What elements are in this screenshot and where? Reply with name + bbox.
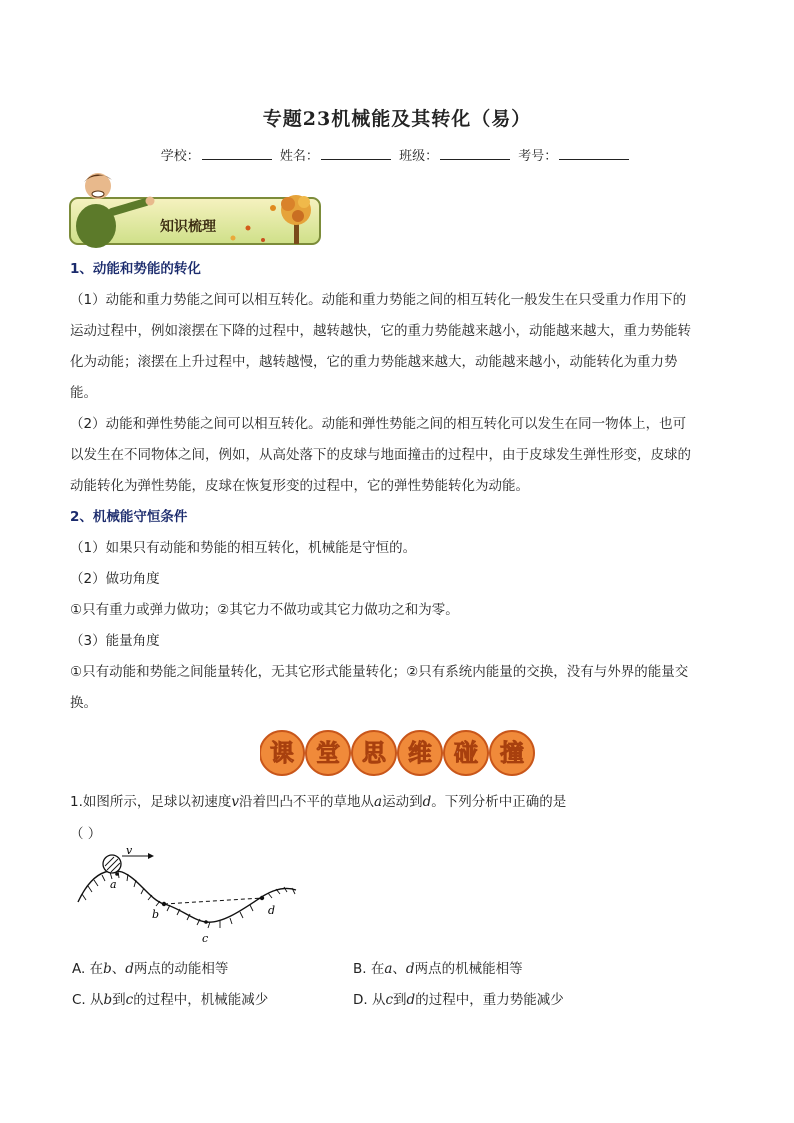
option-d-mid: 到 bbox=[393, 992, 407, 1008]
option-d-pre: D. 从 bbox=[353, 992, 386, 1008]
section1-heading: 1、动能和势能的转化 bbox=[70, 261, 201, 277]
header-char: 撞 bbox=[500, 739, 524, 767]
option-b[interactable] bbox=[353, 957, 523, 977]
knowledge-banner-illustration bbox=[68, 168, 330, 248]
label-a: a bbox=[110, 878, 117, 891]
school-label: 学校： bbox=[160, 149, 200, 164]
option-b-v1: a bbox=[384, 961, 393, 977]
q1-var-v: v bbox=[231, 794, 240, 810]
section1-p2-line-2: 以发生在不同物体之间，例如，从高处落下的皮球与地面撞击的过程中，由于皮球发生弹性形变，皮球的 bbox=[70, 447, 691, 463]
section1-p1-line-3: 化为动能；滚摆在上升过程中，越转越慢，它的重力势能越来越大，动能越来越小，动能转化为重力势 bbox=[70, 354, 678, 370]
option-c-mid: 到 bbox=[112, 992, 126, 1008]
section2-line-5: ①只有动能和势能之间能量转化，无其它形式能量转化；②只有系统内能量的交换，没有与外界的能量交 bbox=[70, 664, 689, 680]
question-1-stem bbox=[70, 790, 566, 810]
q1-text-d: 。下列分析中正确的是 bbox=[431, 794, 567, 810]
option-b-pre: B. 在 bbox=[353, 961, 385, 977]
header-char: 维 bbox=[408, 739, 432, 767]
q1-text-c: 运动到 bbox=[382, 794, 423, 810]
option-a-pre: A. 在 bbox=[72, 961, 104, 977]
label-d: d bbox=[268, 904, 276, 917]
section1-p2-line-1: （2）动能和弹性势能之间可以相互转化。动能和弹性势能之间的相互转化可以发生在同一物体上，也可 bbox=[70, 416, 687, 432]
section2-line-4: （3）能量角度 bbox=[70, 633, 160, 649]
option-b-mid: 、 bbox=[392, 961, 406, 977]
option-d-v2: d bbox=[406, 992, 416, 1008]
student-info-line bbox=[0, 145, 794, 164]
section2-line-1: （1）如果只有动能和势能的相互转化，机械能是守恒的。 bbox=[70, 540, 417, 556]
q1-text-b: 沿着凹凸不平的草地从 bbox=[239, 794, 375, 810]
classroom-header-graphic bbox=[260, 728, 540, 778]
number-label: 考号： bbox=[518, 149, 558, 164]
label-v: v bbox=[126, 844, 133, 857]
banner-label: 知识梳理 bbox=[160, 219, 216, 235]
terrain-figure bbox=[72, 842, 312, 950]
number-blank bbox=[559, 147, 629, 160]
class-label: 班级： bbox=[399, 149, 439, 164]
option-d-v1: c bbox=[385, 992, 394, 1008]
section1-p1-line-4: 能。 bbox=[70, 385, 97, 401]
section1-p1-line-1: （1）动能和重力势能之间可以相互转化。动能和重力势能之间的相互转化一般发生在只受重力作用下的 bbox=[70, 292, 687, 308]
option-b-v2: d bbox=[405, 961, 415, 977]
option-a-v2: d bbox=[125, 961, 134, 977]
section1-block bbox=[70, 254, 724, 719]
name-label: 姓名： bbox=[279, 149, 319, 164]
option-c-v2: c bbox=[125, 992, 134, 1008]
option-a-mid: 、 bbox=[111, 961, 126, 977]
ball-icon bbox=[103, 855, 121, 873]
section1-p2-line-3: 动能转化为弹性势能，皮球在恢复形变的过程中，它的弹性势能转化为动能。 bbox=[70, 478, 529, 494]
label-b: b bbox=[152, 908, 160, 921]
section2-heading: 2、机械能守恒条件 bbox=[70, 509, 188, 525]
header-char: 堂 bbox=[316, 739, 340, 767]
option-d[interactable] bbox=[353, 988, 564, 1008]
header-char: 课 bbox=[270, 739, 294, 767]
q1-text-a: 1.如图所示，足球以初速度 bbox=[70, 794, 232, 810]
section2-line-2: （2）做功角度 bbox=[70, 571, 160, 587]
class-blank bbox=[440, 147, 510, 160]
school-blank bbox=[202, 147, 272, 160]
header-char: 碰 bbox=[454, 739, 478, 767]
option-a[interactable] bbox=[72, 957, 228, 977]
option-c-v1: b bbox=[103, 992, 113, 1008]
page-title: 专题23机械能及其转化（易） bbox=[262, 108, 532, 130]
option-b-post: 两点的机械能相等 bbox=[414, 961, 523, 977]
label-c: c bbox=[202, 932, 209, 945]
section2-line-6: 换。 bbox=[70, 695, 97, 711]
option-c-pre: C. 从 bbox=[72, 992, 104, 1008]
answer-bracket: （ ） bbox=[70, 826, 102, 842]
option-c-post: 的过程中，机械能减少 bbox=[133, 992, 269, 1008]
option-a-post: 两点的动能相等 bbox=[133, 961, 229, 977]
option-d-post: 的过程中，重力势能减少 bbox=[415, 992, 564, 1008]
q1-var-d: d bbox=[422, 794, 432, 810]
option-c[interactable] bbox=[72, 988, 268, 1008]
option-a-v1: b bbox=[103, 961, 112, 977]
section2-line-3: ①只有重力或弹力做功；②其它力不做功或其它力做功之和为零。 bbox=[70, 602, 459, 618]
section1-p1-line-2: 运动过程中，例如滚摆在下降的过程中，越转越快，它的重力势能越来越小，动能越来越大，重力势能转 bbox=[70, 323, 691, 339]
header-char: 思 bbox=[362, 739, 386, 767]
name-blank bbox=[321, 147, 391, 160]
q1-var-a: a bbox=[374, 794, 383, 810]
